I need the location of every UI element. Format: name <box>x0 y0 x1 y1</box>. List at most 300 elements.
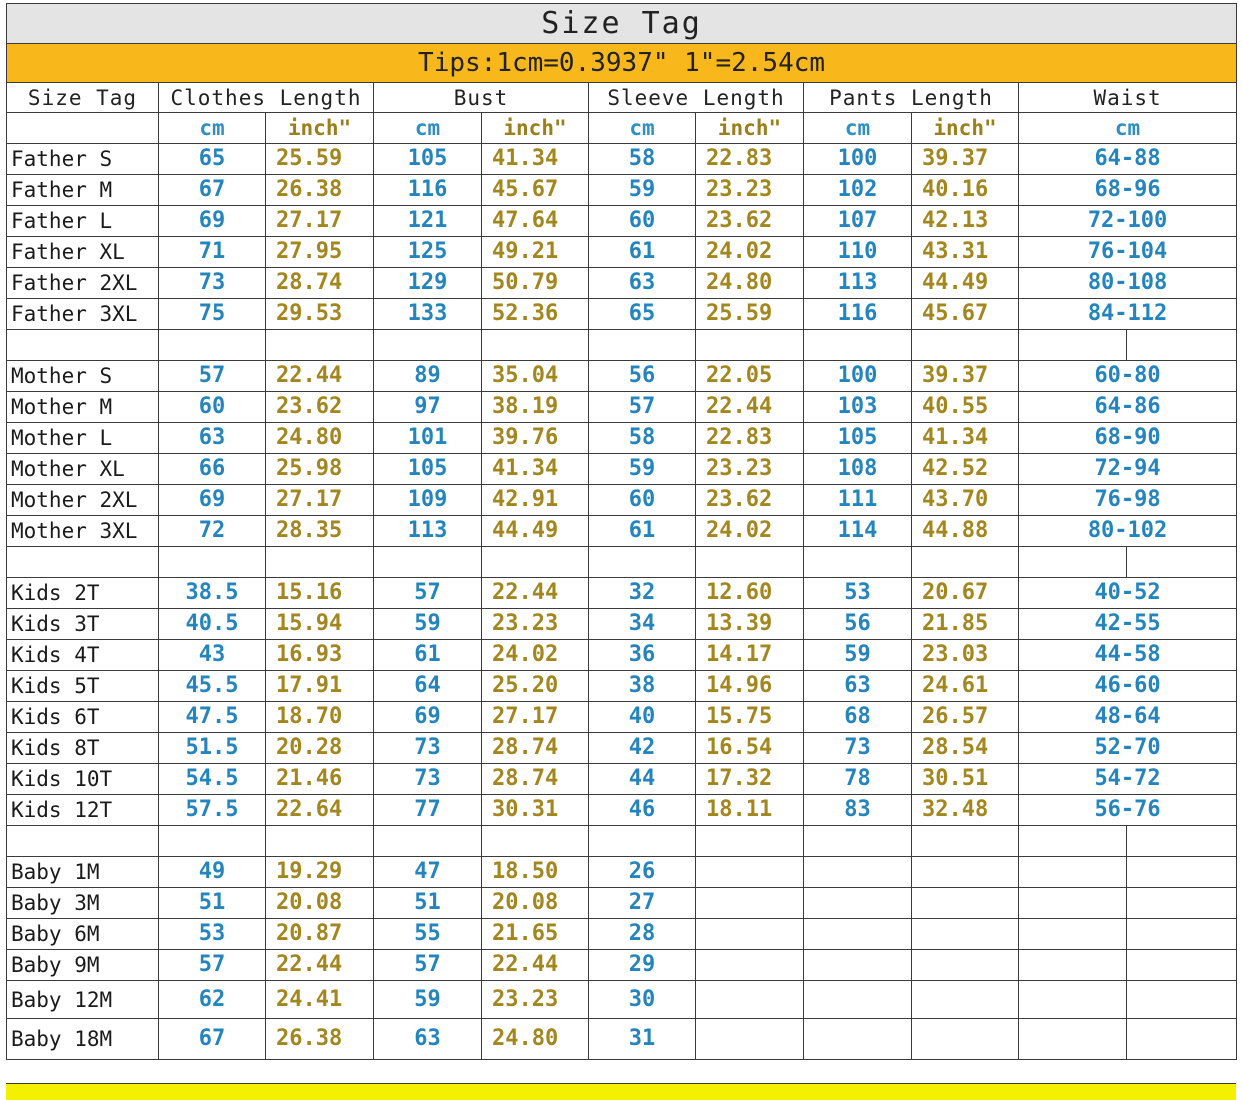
sleeve-length-cm: 29 <box>589 950 696 981</box>
pants-length-inch: 32.48 <box>912 795 1019 826</box>
bust-inch: 30.31 <box>482 795 589 826</box>
clothes-length-inch: 21.46 <box>266 764 374 795</box>
sleeve-length-inch <box>696 1019 804 1060</box>
pants-length-cm: 63 <box>804 671 912 702</box>
waist-cm: 64-88 <box>1019 144 1237 175</box>
empty-cell <box>159 826 266 857</box>
size-label: Baby 1M <box>7 857 159 888</box>
unit-cm: cm <box>374 113 482 144</box>
clothes-length-cm: 62 <box>159 981 266 1019</box>
empty-cell <box>159 330 266 361</box>
clothes-length-inch: 20.08 <box>266 888 374 919</box>
sleeve-length-cm: 31 <box>589 1019 696 1060</box>
pants-length-inch: 39.37 <box>912 361 1019 392</box>
bust-inch: 35.04 <box>482 361 589 392</box>
size-label: Kids 8T <box>7 733 159 764</box>
table-row <box>7 640 1237 671</box>
unit-inch: inch" <box>696 113 804 144</box>
sleeve-length-inch: 23.23 <box>696 454 804 485</box>
pants-length-cm: 68 <box>804 702 912 733</box>
pants-length-inch <box>912 919 1019 950</box>
empty-cell <box>374 547 482 578</box>
bust-inch: 24.80 <box>482 1019 589 1060</box>
sleeve-length-cm: 27 <box>589 888 696 919</box>
clothes-length-cm: 43 <box>159 640 266 671</box>
clothes-length-inch: 15.16 <box>266 578 374 609</box>
table-row <box>7 919 1237 950</box>
clothes-length-cm: 65 <box>159 144 266 175</box>
size-label: Father L <box>7 206 159 237</box>
clothes-length-cm: 57 <box>159 950 266 981</box>
clothes-length-inch: 22.64 <box>266 795 374 826</box>
size-label: Kids 12T <box>7 795 159 826</box>
clothes-length-cm: 38.5 <box>159 578 266 609</box>
empty-cell <box>912 547 1019 578</box>
sleeve-length-inch: 23.62 <box>696 206 804 237</box>
pants-length-cm: 103 <box>804 392 912 423</box>
pants-length-inch: 24.61 <box>912 671 1019 702</box>
bust-inch: 39.76 <box>482 423 589 454</box>
bust-inch: 38.19 <box>482 392 589 423</box>
waist-cm: 76-98 <box>1019 485 1237 516</box>
waist-cm: 52-70 <box>1019 733 1237 764</box>
size-label: Kids 10T <box>7 764 159 795</box>
empty-cell <box>589 330 696 361</box>
empty-cell <box>374 826 482 857</box>
empty-cell <box>159 547 266 578</box>
table-row <box>7 702 1237 733</box>
empty-cell <box>1127 857 1237 888</box>
size-label: Baby 12M <box>7 981 159 1019</box>
sleeve-length-cm: 34 <box>589 609 696 640</box>
empty-cell <box>1019 547 1127 578</box>
clothes-length-inch: 23.62 <box>266 392 374 423</box>
pants-length-cm <box>804 857 912 888</box>
pants-length-cm <box>804 981 912 1019</box>
units-blank <box>7 113 159 144</box>
pants-length-inch: 42.13 <box>912 206 1019 237</box>
table-row <box>7 206 1237 237</box>
sleeve-length-cm: 65 <box>589 299 696 330</box>
pants-length-cm: 110 <box>804 237 912 268</box>
table-row <box>7 361 1237 392</box>
bust-cm: 129 <box>374 268 482 299</box>
clothes-length-cm: 73 <box>159 268 266 299</box>
sleeve-length-cm: 36 <box>589 640 696 671</box>
waist-cm: 76-104 <box>1019 237 1237 268</box>
page-title: Size Tag <box>7 4 1237 44</box>
sleeve-length-inch: 13.39 <box>696 609 804 640</box>
bust-inch: 18.50 <box>482 857 589 888</box>
sleeve-length-inch <box>696 919 804 950</box>
clothes-length-inch: 16.93 <box>266 640 374 671</box>
header-bust: Bust <box>374 83 589 113</box>
sleeve-length-cm: 38 <box>589 671 696 702</box>
sleeve-length-cm: 58 <box>589 144 696 175</box>
waist-cm: 46-60 <box>1019 671 1237 702</box>
clothes-length-cm: 45.5 <box>159 671 266 702</box>
clothes-length-cm: 51.5 <box>159 733 266 764</box>
bust-inch: 50.79 <box>482 268 589 299</box>
bust-inch: 22.44 <box>482 578 589 609</box>
bust-cm: 57 <box>374 950 482 981</box>
waist-cm: 68-96 <box>1019 175 1237 206</box>
waist-cm: 72-94 <box>1019 454 1237 485</box>
pants-length-cm <box>804 1019 912 1060</box>
waist-cm: 60-80 <box>1019 361 1237 392</box>
pants-length-cm: 83 <box>804 795 912 826</box>
clothes-length-cm: 40.5 <box>159 609 266 640</box>
bust-cm: 73 <box>374 733 482 764</box>
spacer-row <box>7 330 1237 361</box>
pants-length-inch: 45.67 <box>912 299 1019 330</box>
clothes-length-inch: 27.95 <box>266 237 374 268</box>
table-row <box>7 516 1237 547</box>
size-chart <box>6 3 1236 1060</box>
clothes-length-inch: 15.94 <box>266 609 374 640</box>
empty-cell <box>1127 547 1237 578</box>
bust-inch: 41.34 <box>482 144 589 175</box>
clothes-length-inch: 20.87 <box>266 919 374 950</box>
sleeve-length-inch: 24.80 <box>696 268 804 299</box>
unit-cm: cm <box>1019 113 1237 144</box>
pants-length-inch <box>912 1019 1019 1060</box>
pants-length-inch: 44.49 <box>912 268 1019 299</box>
pants-length-cm: 107 <box>804 206 912 237</box>
sleeve-length-cm: 61 <box>589 516 696 547</box>
header-clothes-length: Clothes Length <box>159 83 374 113</box>
clothes-length-cm: 71 <box>159 237 266 268</box>
footer-banner <box>6 1083 1236 1100</box>
table-row <box>7 299 1237 330</box>
bust-inch: 52.36 <box>482 299 589 330</box>
clothes-length-cm: 69 <box>159 485 266 516</box>
size-label: Kids 3T <box>7 609 159 640</box>
header-row <box>7 83 1237 113</box>
table-row <box>7 578 1237 609</box>
sleeve-length-cm: 60 <box>589 485 696 516</box>
bust-cm: 51 <box>374 888 482 919</box>
pants-length-inch: 41.34 <box>912 423 1019 454</box>
waist-cm: 56-76 <box>1019 795 1237 826</box>
clothes-length-cm: 54.5 <box>159 764 266 795</box>
pants-length-cm: 113 <box>804 268 912 299</box>
size-label: Mother L <box>7 423 159 454</box>
sleeve-length-cm: 30 <box>589 981 696 1019</box>
pants-length-inch: 30.51 <box>912 764 1019 795</box>
sleeve-length-cm: 26 <box>589 857 696 888</box>
waist-cm: 68-90 <box>1019 423 1237 454</box>
bust-cm: 59 <box>374 609 482 640</box>
table-row <box>7 454 1237 485</box>
header-pants-length: Pants Length <box>804 83 1019 113</box>
clothes-length-cm: 63 <box>159 423 266 454</box>
pants-length-inch: 43.70 <box>912 485 1019 516</box>
bust-cm: 57 <box>374 578 482 609</box>
title-row <box>7 4 1237 44</box>
empty-cell <box>1019 826 1127 857</box>
clothes-length-inch: 26.38 <box>266 1019 374 1060</box>
pants-length-inch <box>912 981 1019 1019</box>
empty-cell <box>266 330 374 361</box>
bust-cm: 121 <box>374 206 482 237</box>
clothes-length-cm: 67 <box>159 1019 266 1060</box>
waist-cm: 80-102 <box>1019 516 1237 547</box>
waist-cm: 64-86 <box>1019 392 1237 423</box>
tips-banner: Tips:1cm=0.3937" 1"=2.54cm <box>7 44 1237 83</box>
clothes-length-inch: 17.91 <box>266 671 374 702</box>
pants-length-inch: 39.37 <box>912 144 1019 175</box>
clothes-length-inch: 22.44 <box>266 361 374 392</box>
pants-length-cm: 59 <box>804 640 912 671</box>
size-label: Father XL <box>7 237 159 268</box>
pants-length-inch: 42.52 <box>912 454 1019 485</box>
size-label: Father 3XL <box>7 299 159 330</box>
pants-length-inch <box>912 888 1019 919</box>
bust-inch: 47.64 <box>482 206 589 237</box>
header-waist: Waist <box>1019 83 1237 113</box>
unit-cm: cm <box>804 113 912 144</box>
bust-inch: 45.67 <box>482 175 589 206</box>
clothes-length-cm: 72 <box>159 516 266 547</box>
pants-length-inch: 40.16 <box>912 175 1019 206</box>
empty-cell <box>1127 826 1237 857</box>
bust-inch: 23.23 <box>482 981 589 1019</box>
table-row <box>7 423 1237 454</box>
clothes-length-cm: 57.5 <box>159 795 266 826</box>
sleeve-length-inch <box>696 981 804 1019</box>
pants-length-cm: 100 <box>804 361 912 392</box>
bust-cm: 116 <box>374 175 482 206</box>
unit-inch: inch" <box>482 113 589 144</box>
pants-length-cm: 73 <box>804 733 912 764</box>
pants-length-cm: 105 <box>804 423 912 454</box>
sleeve-length-inch: 14.96 <box>696 671 804 702</box>
bust-inch: 42.91 <box>482 485 589 516</box>
bust-cm: 113 <box>374 516 482 547</box>
bust-cm: 133 <box>374 299 482 330</box>
clothes-length-cm: 69 <box>159 206 266 237</box>
waist-cm: 80-108 <box>1019 268 1237 299</box>
waist-cm: 44-58 <box>1019 640 1237 671</box>
pants-length-cm: 116 <box>804 299 912 330</box>
unit-cm: cm <box>159 113 266 144</box>
table-row <box>7 144 1237 175</box>
sleeve-length-inch: 14.17 <box>696 640 804 671</box>
bust-cm: 125 <box>374 237 482 268</box>
table-row <box>7 888 1237 919</box>
size-label: Kids 2T <box>7 578 159 609</box>
sleeve-length-cm: 61 <box>589 237 696 268</box>
clothes-length-cm: 53 <box>159 919 266 950</box>
sleeve-length-inch: 23.23 <box>696 175 804 206</box>
header-sleeve-length: Sleeve Length <box>589 83 804 113</box>
sleeve-length-inch: 18.11 <box>696 795 804 826</box>
pants-length-cm <box>804 919 912 950</box>
waist-cm <box>1019 857 1127 888</box>
table-row <box>7 981 1237 1019</box>
empty-cell <box>589 826 696 857</box>
bust-cm: 61 <box>374 640 482 671</box>
clothes-length-inch: 22.44 <box>266 950 374 981</box>
size-label: Father 2XL <box>7 268 159 299</box>
waist-cm: 84-112 <box>1019 299 1237 330</box>
bust-cm: 101 <box>374 423 482 454</box>
sleeve-length-cm: 28 <box>589 919 696 950</box>
sleeve-length-inch: 24.02 <box>696 237 804 268</box>
sleeve-length-inch <box>696 950 804 981</box>
pants-length-inch <box>912 857 1019 888</box>
size-label: Mother S <box>7 361 159 392</box>
sleeve-length-inch: 22.83 <box>696 144 804 175</box>
units-row <box>7 113 1237 144</box>
bust-cm: 63 <box>374 1019 482 1060</box>
bust-inch: 41.34 <box>482 454 589 485</box>
size-table <box>6 3 1237 1060</box>
bust-cm: 109 <box>374 485 482 516</box>
clothes-length-inch: 26.38 <box>266 175 374 206</box>
sleeve-length-inch: 22.83 <box>696 423 804 454</box>
bust-inch: 28.74 <box>482 733 589 764</box>
sleeve-length-inch: 23.62 <box>696 485 804 516</box>
empty-cell <box>7 330 159 361</box>
empty-cell <box>1127 950 1237 981</box>
clothes-length-inch: 18.70 <box>266 702 374 733</box>
empty-cell <box>266 547 374 578</box>
bust-cm: 59 <box>374 981 482 1019</box>
bust-inch: 44.49 <box>482 516 589 547</box>
clothes-length-inch: 24.80 <box>266 423 374 454</box>
size-label: Baby 9M <box>7 950 159 981</box>
clothes-length-inch: 29.53 <box>266 299 374 330</box>
bust-inch: 23.23 <box>482 609 589 640</box>
pants-length-cm: 56 <box>804 609 912 640</box>
clothes-length-cm: 60 <box>159 392 266 423</box>
pants-length-cm <box>804 888 912 919</box>
clothes-length-inch: 28.74 <box>266 268 374 299</box>
clothes-length-cm: 47.5 <box>159 702 266 733</box>
bust-inch: 24.02 <box>482 640 589 671</box>
size-label: Father M <box>7 175 159 206</box>
sleeve-length-inch: 17.32 <box>696 764 804 795</box>
pants-length-cm: 100 <box>804 144 912 175</box>
size-label: Kids 4T <box>7 640 159 671</box>
clothes-length-inch: 19.29 <box>266 857 374 888</box>
clothes-length-inch: 28.35 <box>266 516 374 547</box>
bust-cm: 105 <box>374 454 482 485</box>
pants-length-inch: 43.31 <box>912 237 1019 268</box>
sleeve-length-inch: 25.59 <box>696 299 804 330</box>
waist-cm: 42-55 <box>1019 609 1237 640</box>
clothes-length-inch: 27.17 <box>266 206 374 237</box>
sleeve-length-inch: 15.75 <box>696 702 804 733</box>
pants-length-cm: 53 <box>804 578 912 609</box>
clothes-length-cm: 57 <box>159 361 266 392</box>
sleeve-length-inch: 22.44 <box>696 392 804 423</box>
empty-cell <box>266 826 374 857</box>
bust-cm: 64 <box>374 671 482 702</box>
empty-cell <box>1127 330 1237 361</box>
unit-inch: inch" <box>266 113 374 144</box>
size-label: Mother XL <box>7 454 159 485</box>
sleeve-length-inch: 12.60 <box>696 578 804 609</box>
sleeve-length-cm: 63 <box>589 268 696 299</box>
bust-inch: 25.20 <box>482 671 589 702</box>
empty-cell <box>912 330 1019 361</box>
waist-cm <box>1019 888 1127 919</box>
sleeve-length-inch <box>696 888 804 919</box>
empty-cell <box>804 826 912 857</box>
size-label: Father S <box>7 144 159 175</box>
table-row <box>7 485 1237 516</box>
sleeve-length-cm: 46 <box>589 795 696 826</box>
sleeve-length-cm: 42 <box>589 733 696 764</box>
empty-cell <box>1127 1019 1237 1060</box>
pants-length-inch: 26.57 <box>912 702 1019 733</box>
sleeve-length-cm: 44 <box>589 764 696 795</box>
size-label: Mother 2XL <box>7 485 159 516</box>
bust-inch: 27.17 <box>482 702 589 733</box>
table-row <box>7 392 1237 423</box>
clothes-length-cm: 51 <box>159 888 266 919</box>
size-label: Kids 6T <box>7 702 159 733</box>
bust-cm: 105 <box>374 144 482 175</box>
pants-length-cm <box>804 950 912 981</box>
table-row <box>7 950 1237 981</box>
table-row <box>7 268 1237 299</box>
empty-cell <box>804 547 912 578</box>
pants-length-inch <box>912 950 1019 981</box>
bust-cm: 55 <box>374 919 482 950</box>
pants-length-inch: 21.85 <box>912 609 1019 640</box>
unit-inch: inch" <box>912 113 1019 144</box>
table-row <box>7 237 1237 268</box>
tips-row <box>7 44 1237 83</box>
bust-inch: 21.65 <box>482 919 589 950</box>
pants-length-inch: 44.88 <box>912 516 1019 547</box>
waist-cm <box>1019 1019 1127 1060</box>
sleeve-length-inch: 16.54 <box>696 733 804 764</box>
empty-cell <box>374 330 482 361</box>
size-label: Baby 6M <box>7 919 159 950</box>
spacer-row <box>7 826 1237 857</box>
size-label: Kids 5T <box>7 671 159 702</box>
empty-cell <box>1127 919 1237 950</box>
waist-cm: 40-52 <box>1019 578 1237 609</box>
empty-cell <box>696 826 804 857</box>
table-row <box>7 733 1237 764</box>
table-row <box>7 795 1237 826</box>
bust-cm: 69 <box>374 702 482 733</box>
empty-cell <box>1127 888 1237 919</box>
sleeve-length-cm: 57 <box>589 392 696 423</box>
clothes-length-inch: 24.41 <box>266 981 374 1019</box>
sleeve-length-inch: 22.05 <box>696 361 804 392</box>
empty-cell <box>482 547 589 578</box>
empty-cell <box>912 826 1019 857</box>
bust-cm: 73 <box>374 764 482 795</box>
pants-length-cm: 78 <box>804 764 912 795</box>
empty-cell <box>1127 981 1237 1019</box>
sleeve-length-cm: 56 <box>589 361 696 392</box>
empty-cell <box>482 826 589 857</box>
unit-cm: cm <box>589 113 696 144</box>
table-row <box>7 175 1237 206</box>
sleeve-length-cm: 58 <box>589 423 696 454</box>
bust-cm: 97 <box>374 392 482 423</box>
clothes-length-cm: 75 <box>159 299 266 330</box>
size-label: Baby 3M <box>7 888 159 919</box>
